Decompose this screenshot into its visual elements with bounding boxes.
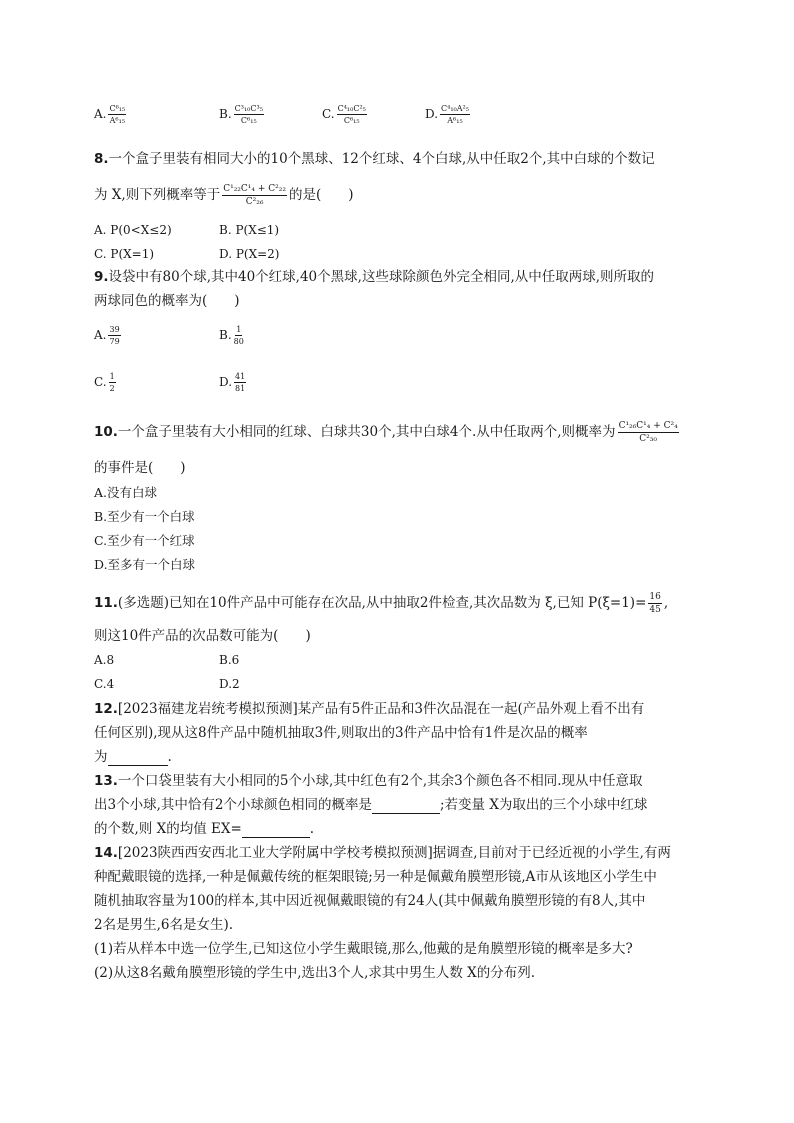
q10-option-c: C.至少有一个红球	[94, 533, 195, 548]
q13-number: 13.	[94, 773, 118, 789]
q7-option-d: D. $\frac{\text{C⁴₁₀A²₅}}{\text{A⁶₁₅}}$	[425, 104, 469, 125]
q11-option-a: A.8	[94, 653, 115, 667]
q14-subquestion-2: (2)从这8名戴角膜塑形镜的学生中,选出3个人,求其中男生人数 X的分布列.	[94, 965, 536, 981]
q8-option-d: D. P(X=2)	[219, 247, 280, 261]
q10-option-b: B.至少有一个白球	[94, 509, 195, 524]
q9-option-b: B. $\frac{1}{80}$	[219, 325, 244, 346]
q10-option-a: A.没有白球	[94, 485, 158, 500]
q10-option-d: D.至多有一个白球	[94, 557, 196, 572]
q9-option-a: A. $\frac{39}{79}$	[94, 325, 120, 346]
q11-line-2: 则这10件产品的次品数可能为( )	[94, 628, 311, 644]
q12-line-3: 为 .	[94, 749, 172, 765]
q14-subquestion-1: (1)若从样本中选一位学生,已知这位小学生戴眼镜,那么,他戴的是角膜塑形镜的概率是多大?	[94, 941, 633, 957]
q9-number: 9.	[94, 269, 109, 285]
q9-option-d-fraction: $\frac{41}{81}$	[235, 372, 246, 393]
q12-line-1: 12.[2023福建龙岩统考模拟预测]某产品有5件正品和3件次品混在一起(产品外观上看不出有	[94, 701, 645, 717]
q14-line-4: 2名是男生,6名是女生).	[94, 917, 234, 933]
q9-option-b-fraction: $\frac{1}{80}$	[233, 325, 244, 346]
q9-option-a-fraction: $\frac{39}{79}$	[109, 325, 120, 346]
q9-option-c-fraction: $\frac{1}{2}$	[109, 372, 115, 393]
q11-number: 11.	[94, 595, 118, 611]
q8-option-c: C. P(X=1)	[94, 247, 155, 261]
q7-option-b: B. $\frac{\text{C³₁₀C³₅}}{\text{C⁶₁₅}}$	[219, 104, 263, 125]
q10-line-1: 10.一个盒子里装有大小相同的红球、白球共30个,其中白球4个.从中任取两个,则概率为 $\frac{\text{C¹₂₆C¹₄ + C²₄}}{\text{C²₃₀}}$	[94, 421, 678, 444]
q9-line-1: 9.设袋中有80个球,其中40个红球,40个黑球,这些球除颜色外完全相同,从中任取两球,则所取的	[94, 269, 655, 285]
q11-option-d: D.2	[219, 677, 240, 691]
q12-answer-blank[interactable]	[108, 751, 168, 766]
q7-option-c-fraction: $\frac{\text{C⁴₁₀C²₅}}{\text{C⁶₁₅}}$	[337, 104, 366, 125]
q8-fraction: $\frac{\text{C¹₂₂C¹₄ + C²₂₂}}{\text{C²₂₆}}$	[223, 184, 286, 207]
q7-option-d-fraction: $\frac{\text{C⁴₁₀A²₅}}{\text{A⁶₁₅}}$	[441, 104, 469, 125]
q13-probability-blank[interactable]	[372, 799, 440, 814]
q11-fraction: $\frac{16}{45}$	[649, 592, 661, 615]
q9-line-2: 两球同色的概率为( )	[94, 293, 240, 309]
q8-line-1: 8.一个盒子里装有相同大小的10个黑球、12个红球、4个白球,从中任取2个,其中白球的个数记	[94, 151, 655, 167]
q11-line-1: 11.(多选题)已知在10件产品中可能存在次品,从中抽取2件检查,其次品数为 ξ,已知 P(ξ=1)= $\frac{16}{45}$ ,	[94, 592, 669, 615]
q8-number: 8.	[94, 151, 109, 167]
q8-option-b: B. P(X≤1)	[219, 223, 280, 237]
q12-number: 12.	[94, 701, 118, 717]
q7-option-a-fraction: $\frac{\text{C⁶₁₅}}{\text{A⁶₁₅}}$	[109, 104, 126, 125]
q10-fraction: $\frac{\text{C¹₂₆C¹₄ + C²₄}}{\text{C²₃₀}}$	[618, 421, 678, 444]
q13-line-2: 出3个小球,其中恰有2个小球颜色相同的概率是 ;若变量 X为取出的三个小球中红球	[94, 797, 648, 813]
q13-mean-blank[interactable]	[242, 823, 310, 838]
q10-number: 10.	[94, 424, 118, 440]
q13-line-3: 的个数,则 X的均值 EX= .	[94, 821, 315, 837]
q14-line-2: 种配戴眼镜的选择,一种是佩戴传统的框架眼镜;另一种是佩戴角膜塑形镜,A市从该地区小学生中	[94, 869, 657, 885]
q7-option-c: C. $\frac{\text{C⁴₁₀C²₅}}{\text{C⁶₁₅}}$	[322, 104, 366, 125]
q7-option-b-fraction: $\frac{\text{C³₁₀C³₅}}{\text{C⁶₁₅}}$	[234, 104, 263, 125]
q8-line-2: 为 X,则下列概率等于 $\frac{\text{C¹₂₂C¹₄ + C²₂₂}}{\text{C²₂₆}}$ 的是( )	[94, 184, 354, 207]
q14-line-1: 14.[2023陕西西安西北工业大学附属中学校考模拟预测]据调查,目前对于已经近视的小学生,有两	[94, 845, 671, 861]
q10-line-2: 的事件是( )	[94, 460, 186, 476]
q14-number: 14.	[94, 845, 118, 861]
q9-option-c: C. $\frac{1}{2}$	[94, 372, 115, 393]
q12-line-2: 任何区别),现从这8件产品中随机抽取3件,则取出的3件产品中恰有1件是次品的概率	[94, 725, 588, 741]
q14-line-3: 随机抽取容量为100的样本,其中因近视佩戴眼镜的有24人(其中佩戴角膜塑形镜的有8人,其中	[94, 893, 646, 909]
q13-line-1: 13.一个口袋里装有大小相同的5个小球,其中红色有2个,其余3个颜色各不相同.现从中任意取	[94, 773, 643, 789]
q8-option-a: A. P(0<X≤2)	[94, 223, 172, 237]
q11-option-c: C.4	[94, 677, 115, 691]
q9-option-d: D. $\frac{41}{81}$	[219, 372, 246, 393]
q7-option-a: A. $\frac{\text{C⁶₁₅}}{\text{A⁶₁₅}}$	[94, 104, 126, 125]
q11-option-b: B.6	[219, 653, 240, 667]
